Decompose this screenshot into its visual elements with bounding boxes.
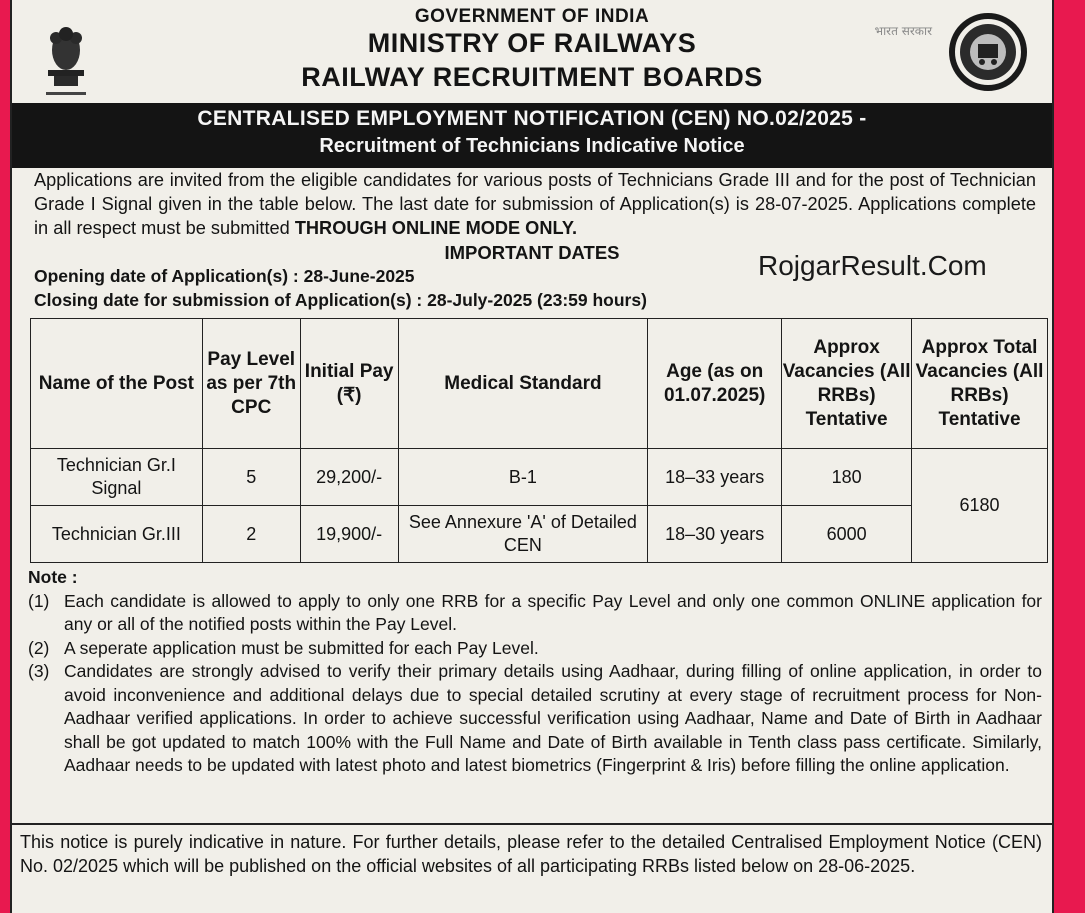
header-ministry: MINISTRY OF RAILWAYS (367, 28, 697, 58)
cell-post: Technician Gr.I Signal (31, 449, 203, 506)
cell-pay: 29,200/- (300, 449, 398, 506)
cell-age: 18–30 years (648, 506, 782, 563)
intro-bold-tail: THROUGH ONLINE MODE ONLY. (294, 218, 578, 238)
header (12, 0, 1052, 103)
opening-date: Opening date of Application(s) : 28-June-2025 (34, 266, 415, 286)
note-item (28, 637, 1042, 661)
banner-subtitle: Recruitment of Technicians Indicative Notice (319, 135, 745, 157)
footer-paragraph: This notice is purely indicative in nature. For further details, please refer to the detailed Centralised Employment Notice (CEN) No. 02/2025 which will be published on the official websites of all participating RRBs listed below on 28-06-2025. (20, 832, 1042, 876)
cell-level: 5 (202, 449, 300, 506)
header-age: Age (as on 01.07.2025) (648, 319, 782, 449)
note-item (28, 660, 1042, 778)
table-row (31, 506, 1048, 563)
cell-vacancies: 180 (782, 449, 912, 506)
header-total-vacancies: Approx Total Vacancies (All RRBs) Tentative (912, 319, 1048, 449)
cell-post: Technician Gr.III (31, 506, 203, 563)
vacancy-table (30, 318, 1048, 563)
note-number: (1) (28, 590, 50, 611)
note-text: A seperate application must be submitted for each Pay Level. (64, 637, 539, 658)
table-row (31, 449, 1048, 506)
header-post: Name of the Post (31, 319, 203, 449)
cell-pay: 19,900/- (300, 506, 398, 563)
banner-title: CENTRALISED EMPLOYMENT NOTIFICATION (CEN) NO.02/2025 - (197, 107, 867, 130)
intro-paragraph (34, 168, 1036, 240)
note-text: Each candidate is allowed to apply to only one RRB for a specific Pay Level and only one common ONLINE application for any or all of the notified posts within the Pay Level. (64, 590, 1042, 634)
watermark-text: RojgarResult.Com (758, 250, 987, 281)
cell-level: 2 (202, 506, 300, 563)
hindi-script-text: भारत सरकार (874, 24, 932, 38)
table-header-row (31, 319, 1048, 449)
note-number: (3) (28, 661, 50, 681)
header-medical: Medical Standard (398, 319, 648, 449)
cen-banner (12, 103, 1052, 168)
cell-total: 6180 (912, 449, 1048, 563)
header-rrb: RAILWAY RECRUITMENT BOARDS (301, 62, 763, 92)
note-number: (2) (28, 637, 50, 658)
divider (12, 823, 1052, 825)
cell-medical: See Annexure 'A' of Detailed CEN (398, 506, 648, 563)
header-government: GOVERNMENT OF INDIA (414, 6, 650, 27)
notes-section (28, 566, 1042, 778)
cell-medical: B-1 (398, 449, 648, 506)
notes-title: Note : (28, 567, 78, 587)
notice-page (10, 0, 1054, 913)
header-vacancies: Approx Vacancies (All RRBs) Tentative (782, 319, 912, 449)
header-initial-pay: Initial Pay (₹) (300, 319, 398, 449)
intro-text: Applications are invited from the eligible candidates for various posts of Technicians Grade III and for the post of Technician Grade I Signal given in the table below. The last date for submission of Application(s) is 28-07-2025. Applications complete in all respect must be submitted (34, 170, 1036, 238)
closing-date: Closing date for submission of Application(s) : 28-July-2025 (23:59 hours) (34, 290, 647, 310)
header-pay-level: Pay Level as per 7th CPC (202, 319, 300, 449)
note-item (28, 590, 1042, 637)
important-dates-title: IMPORTANT DATES (444, 242, 620, 263)
cell-vacancies: 6000 (782, 506, 912, 563)
cell-age: 18–33 years (648, 449, 782, 506)
note-text: Candidates are strongly advised to verify their primary details using Aadhaar, during filling of online application, in order to avoid inconvenience and additional delays due to special detailed scrutiny at every stage of recruitment process for Non-Aadhaar verified applications. In order to achieve successful verification using Aadhaar, Name and Date of Birth in Aadhaar shall be got updated to match 100% with the Full Name and Date of Birth available in Tenth class pass certificate. Similarly, Aadhaar needs to be updated with latest photo and latest biometrics (Fingerprint & Iris) before filling the online application. (64, 661, 1042, 775)
